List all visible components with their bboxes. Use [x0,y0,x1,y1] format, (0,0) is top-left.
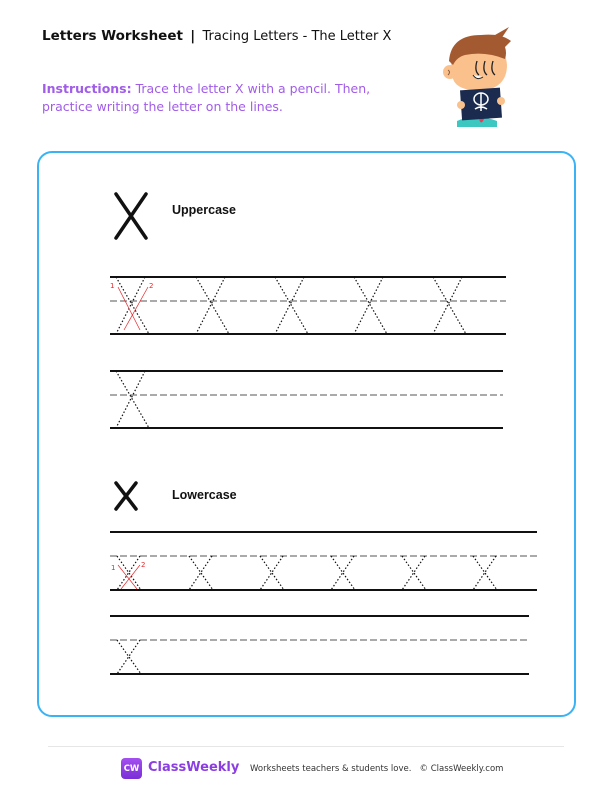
title-separator: | [190,28,196,44]
tagline-text: Worksheets teachers & students love. [250,764,412,774]
svg-text:1: 1 [111,564,116,572]
uppercase-label: Uppercase [172,203,236,217]
footer-tagline [250,764,503,774]
svg-text:2: 2 [149,282,154,290]
svg-text:2: 2 [141,561,146,569]
svg-text:1: 1 [110,282,115,290]
title-main: Letters Worksheet [42,28,183,44]
lowercase-row-2 [110,616,529,674]
uppercase-row-1 [110,277,506,334]
lowercase-label: Lowercase [172,488,237,502]
footer-brand: ClassWeekly [148,760,240,775]
copyright-text: © ClassWeekly.com [419,764,504,774]
uppercase-row-2 [110,371,503,428]
footer-divider [48,746,564,747]
instructions-text: Trace the letter X with a pencil. Then, practice writing the letter on the lines. [42,81,371,114]
classweekly-logo-icon: CW [121,758,142,779]
title-subtitle: Tracing Letters - The Letter X [202,29,392,44]
instructions-label: Instructions: [42,81,132,96]
lowercase-row-1 [110,532,537,590]
